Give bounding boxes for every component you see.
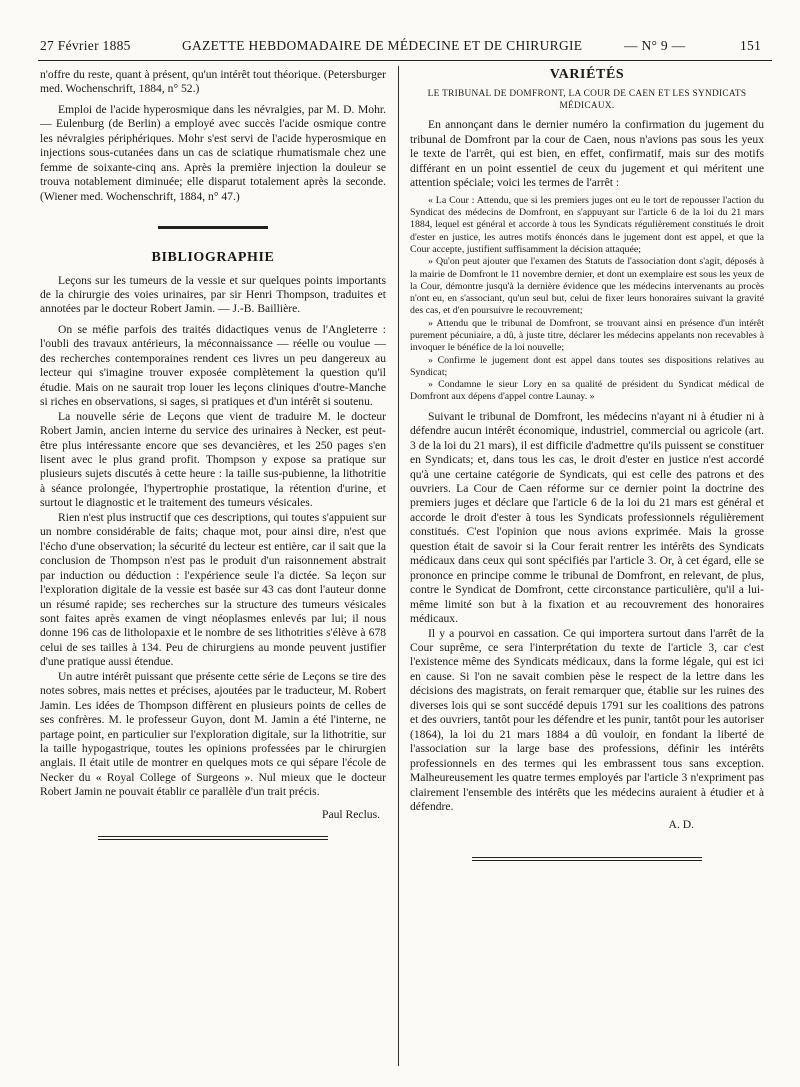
end-divider-right <box>472 857 702 861</box>
paragraph-acide-hyperosmique: Emploi de l'acide hyperosmique dans les névralgies, par M. D. Mohr. — Eulenburg (de Berlin) a employé avec succès l'acide osmique contre les névralgies périphériques. Mohr s'est servi de l'acide hyperosmique en injections sous-cutanées dans un cas de sciatique rhumatismale chez une femme de soixante-cinq ans. Après la première injection la douleur se trouva notablement diminuée; elle disparut totalement après la seconde. (Wiener med. Wochenschrift, 1884, n° 47.) <box>40 102 386 203</box>
header-issue-number: — N° 9 — <box>624 38 686 53</box>
section-title-varietes: VARIÉTÉS <box>549 67 625 82</box>
quote-arret-1: « La Cour : Attendu, que si les premiers juges ont eu le tort de repousser l'action du Syndicat des médecins de Domfront, en s'appuyant sur l'article 6 de la loi du 21 mars 1884, lequel est général et accorde à tous les Syndicats régulièrement constitués le droit d'ester en justice, les autres motifs énoncés dans le jugement dont est appel, et que la Cour accepte, justifient suffisamment la décision attaquée; <box>410 194 764 255</box>
paragraph-biblio-1: On se méfie parfois des traités didactiques venus de l'Angleterre : l'oubli des travaux antérieurs, la méconnaissance — réelle ou voulue — des recherches contemporaines rendent ces livres un peu dangereux au lecteur qui s'imagine trouver exposée complètement la question qu'il étudie. Mais on ne saurait trop louer les leçons cliniques d'outre-Manche si riches en observations, si sages, si pratiques et d'un intérêt si soutenu. <box>40 322 386 409</box>
header-journal-title: GAZETTE HEBDOMADAIRE DE MÉDECINE ET DE CHIRURGIE <box>182 38 583 53</box>
paragraph-biblio-3: Rien n'est plus instructif que ces descriptions, qui toutes s'appuient sur un nombre considérable de faits; chaque mot, pour ainsi dire, n'est que l'écho d'une observation; la sécurité du lecteur est entière, car il sait que la conclusion de Thompson n'est pas le produit d'un raisonnement abstrait par induction ou déduction : l'expérience seule l'a dictée. Sa leçon sur l'exploration digitale de la vessie est basée sur 43 cas dont l'auteur donne un résumé rapide; ses recherches sur la structure des tumeurs vésicales sont faites après examen de vingt néoplasmes enlevés par lui; il nous donne 196 cas de litholopaxie et le nombre de ses lithotrities s'élève à 678 celui de ses tailles à 134. Peu de chirurgiens au monde peuvent justifier d'une pratique aussi étendue. <box>40 510 386 669</box>
paragraph-varietes-1: En annonçant dans le dernier numéro la confirmation du jugement du tribunal de Domfront par la cour de Caen, nous n'avions pas sous les yeux le texte de l'arrêt, qui est bien, en effet, confirmatif, mais sur des motifs différant en un point essentiel de ceux du jugement et qui méritent une attention spéciale; voici les termes de l'arrêt : <box>410 118 764 190</box>
quote-arret-3: » Attendu que le tribunal de Domfront, se trouvant ainsi en présence d'un intérêt purement pécuniaire, a dû, à juste titre, déclarer les médecins appelants non recevables à invoquer le bénéfice de la loi nouvelle; <box>410 317 764 354</box>
quote-arret-5: » Condamne le sieur Lory en sa qualité de président du Syndicat médical de Domfront aux dépens d'appel contre Launay. » <box>410 379 764 403</box>
book-notice-lecons: Leçons sur les tumeurs de la vessie et sur quelques points importants de la chirurgie des voies urinaires, par sir Henri Thompson, traduites et annotées par le docteur Robert Jamin. — J.-B. Baillière. <box>40 273 386 316</box>
ornament-divider <box>158 226 268 233</box>
paragraph-biblio-2: La nouvelle série de Leçons que vient de traduire M. le docteur Robert Jamin, ancien interne du service des urinaires à Necker, est peut-être plus intéressante encore que ses devancières, et les 250 pages s'en lisent avec le plus grand profit. Thompson y expose sa pratique sur plusieurs sujets discutés à cette heure : la taille sus-pubienne, la lithotritie à séance prolongée, l'hypertrophie prostatique, la rétention d'urine, et surtout le diagnostic et le traitement des tumeurs vésicales. <box>40 409 386 510</box>
column-separator <box>398 66 399 1066</box>
signature-ad: A. D. <box>668 818 694 832</box>
running-header <box>40 38 770 58</box>
paragraph-intro: n'offre du reste, quant à présent, qu'un intérêt tout théorique. (Petersburger med. Wochenschrift, 1884, n° 52.) <box>40 68 386 96</box>
quote-arret-2: » Qu'on peut ajouter que l'examen des Statuts de l'association dont s'agit, déposés à la mairie de Domfront le 11 novembre dernier, et dont un exemplaire est sous les yeux de la Cour, démontre jusqu'à la dernière évidence que les médecins intervenants au procès n'ont eu, en s'associant, qu'un seul but, celui de fixer leurs honoraires suivant la gravité des cas, et d'en poursuivre le recouvrement; <box>410 256 764 317</box>
paragraph-biblio-4: Un autre intérêt puissant que présente cette série de Leçons se tire des notes sobres, mais nettes et précises, ajoutées par le traducteur, M. Robert Jamin. Les idées de Thompson diffèrent en plusieurs points de celles de ses confrères. M. le professeur Guyon, dont M. Jamin a été l'interne, ne partage point, en particulier sur l'exploration digitale, sur la lithotritie, sur la taille hypogastrique, toutes les opinions professées par le chirurgien anglais. Il était utile de montrer en quelques mots ce qui sépare l'école de Necker du « Royal College of Surgeons ». Nul mieux que le docteur Robert Jamin ne pouvait établir ce parallèle d'un trait précis. <box>40 669 386 799</box>
paragraph-varietes-3: Il y a pourvoi en cassation. Ce qui importera surtout dans l'arrêt de la Cour suprême, ce sera l'interprétation du texte de l'article 3, car c'est l'existence même des Syndicats médicaux, dans la forme légale, qui est ici en cause. Si l'on ne savait combien pèse le respect de la lettre dans les décisions des magistrats, on ferait remarquer que, établie sur les ruines des diverses lois qui se sont succédé depuis 1791 sur les coalitions des patrons et des ouvriers, tantôt pour les défendre et les punir, tantôt pour les autoriser (1864), la loi du 21 mars 1884 a dû vouloir, en fondant la liberté de l'association sur la large base des professions, définir les intérêts professionnels en des termes qui les embrassent tous sans exception. Malheureusement les quatre termes employés par l'article 3 n'expriment pas clairement l'ensemble des intérêts que les médecins auraient à étudier et à défendre. <box>410 626 764 813</box>
section-title-bibliographie: BIBLIOGRAPHIE <box>151 250 275 266</box>
header-page-number: 151 <box>740 38 762 53</box>
right-column <box>410 68 764 861</box>
paragraph-varietes-2: Suivant le tribunal de Domfront, les médecins n'ayant ni à étudier ni à défendre aucun intérêt économique, industriel, commercial ou agricole (art. 3 de la loi du 21 mars), il est difficile d'admettre qu'ils puissent se constituer en Syndicats; et, dans tous les cas, le droit d'ester en justice n'est accordé qu'à une certaine catégorie de Syndicats, qui est celle des patrons et des ouvriers. La Cour de Caen réforme sur ce dernier point la doctrine des premiers juges et déclare que l'article 6 de la loi du 21 mars est général et accorde le droit d'ester à tous les Syndicats professionnels régulièrement constitués. C'est l'opinion que nous avions exprimée. Mais la grosse question était de savoir si la Cour ferait rentrer les intérêts des Syndicats médicaux dans ceux qui sont spécifiés par l'article 3. Or, à cet égard, elle se prononce en principe comme le tribunal de Domfront, en relevant, de plus, contre le Syndicat de Domfront, cette circonstance particulière, qu'il a lui-même limité son but à la fixation et au recouvrement des honoraires médicaux. <box>410 409 764 626</box>
signature-paul-reclus: Paul Reclus. <box>322 807 380 821</box>
end-divider-left <box>98 836 328 840</box>
quote-arret-4: » Confirme le jugement dont est appel dans toutes ses dispositions relatives au Syndicat; <box>410 354 764 378</box>
header-date: 27 Février 1885 <box>40 38 131 53</box>
article-subtitle: LE TRIBUNAL DE DOMFRONT, LA COUR DE CAEN ET LES SYNDICATS MÉDICAUX. <box>427 89 747 112</box>
left-column <box>40 68 386 840</box>
header-rule <box>38 60 772 61</box>
